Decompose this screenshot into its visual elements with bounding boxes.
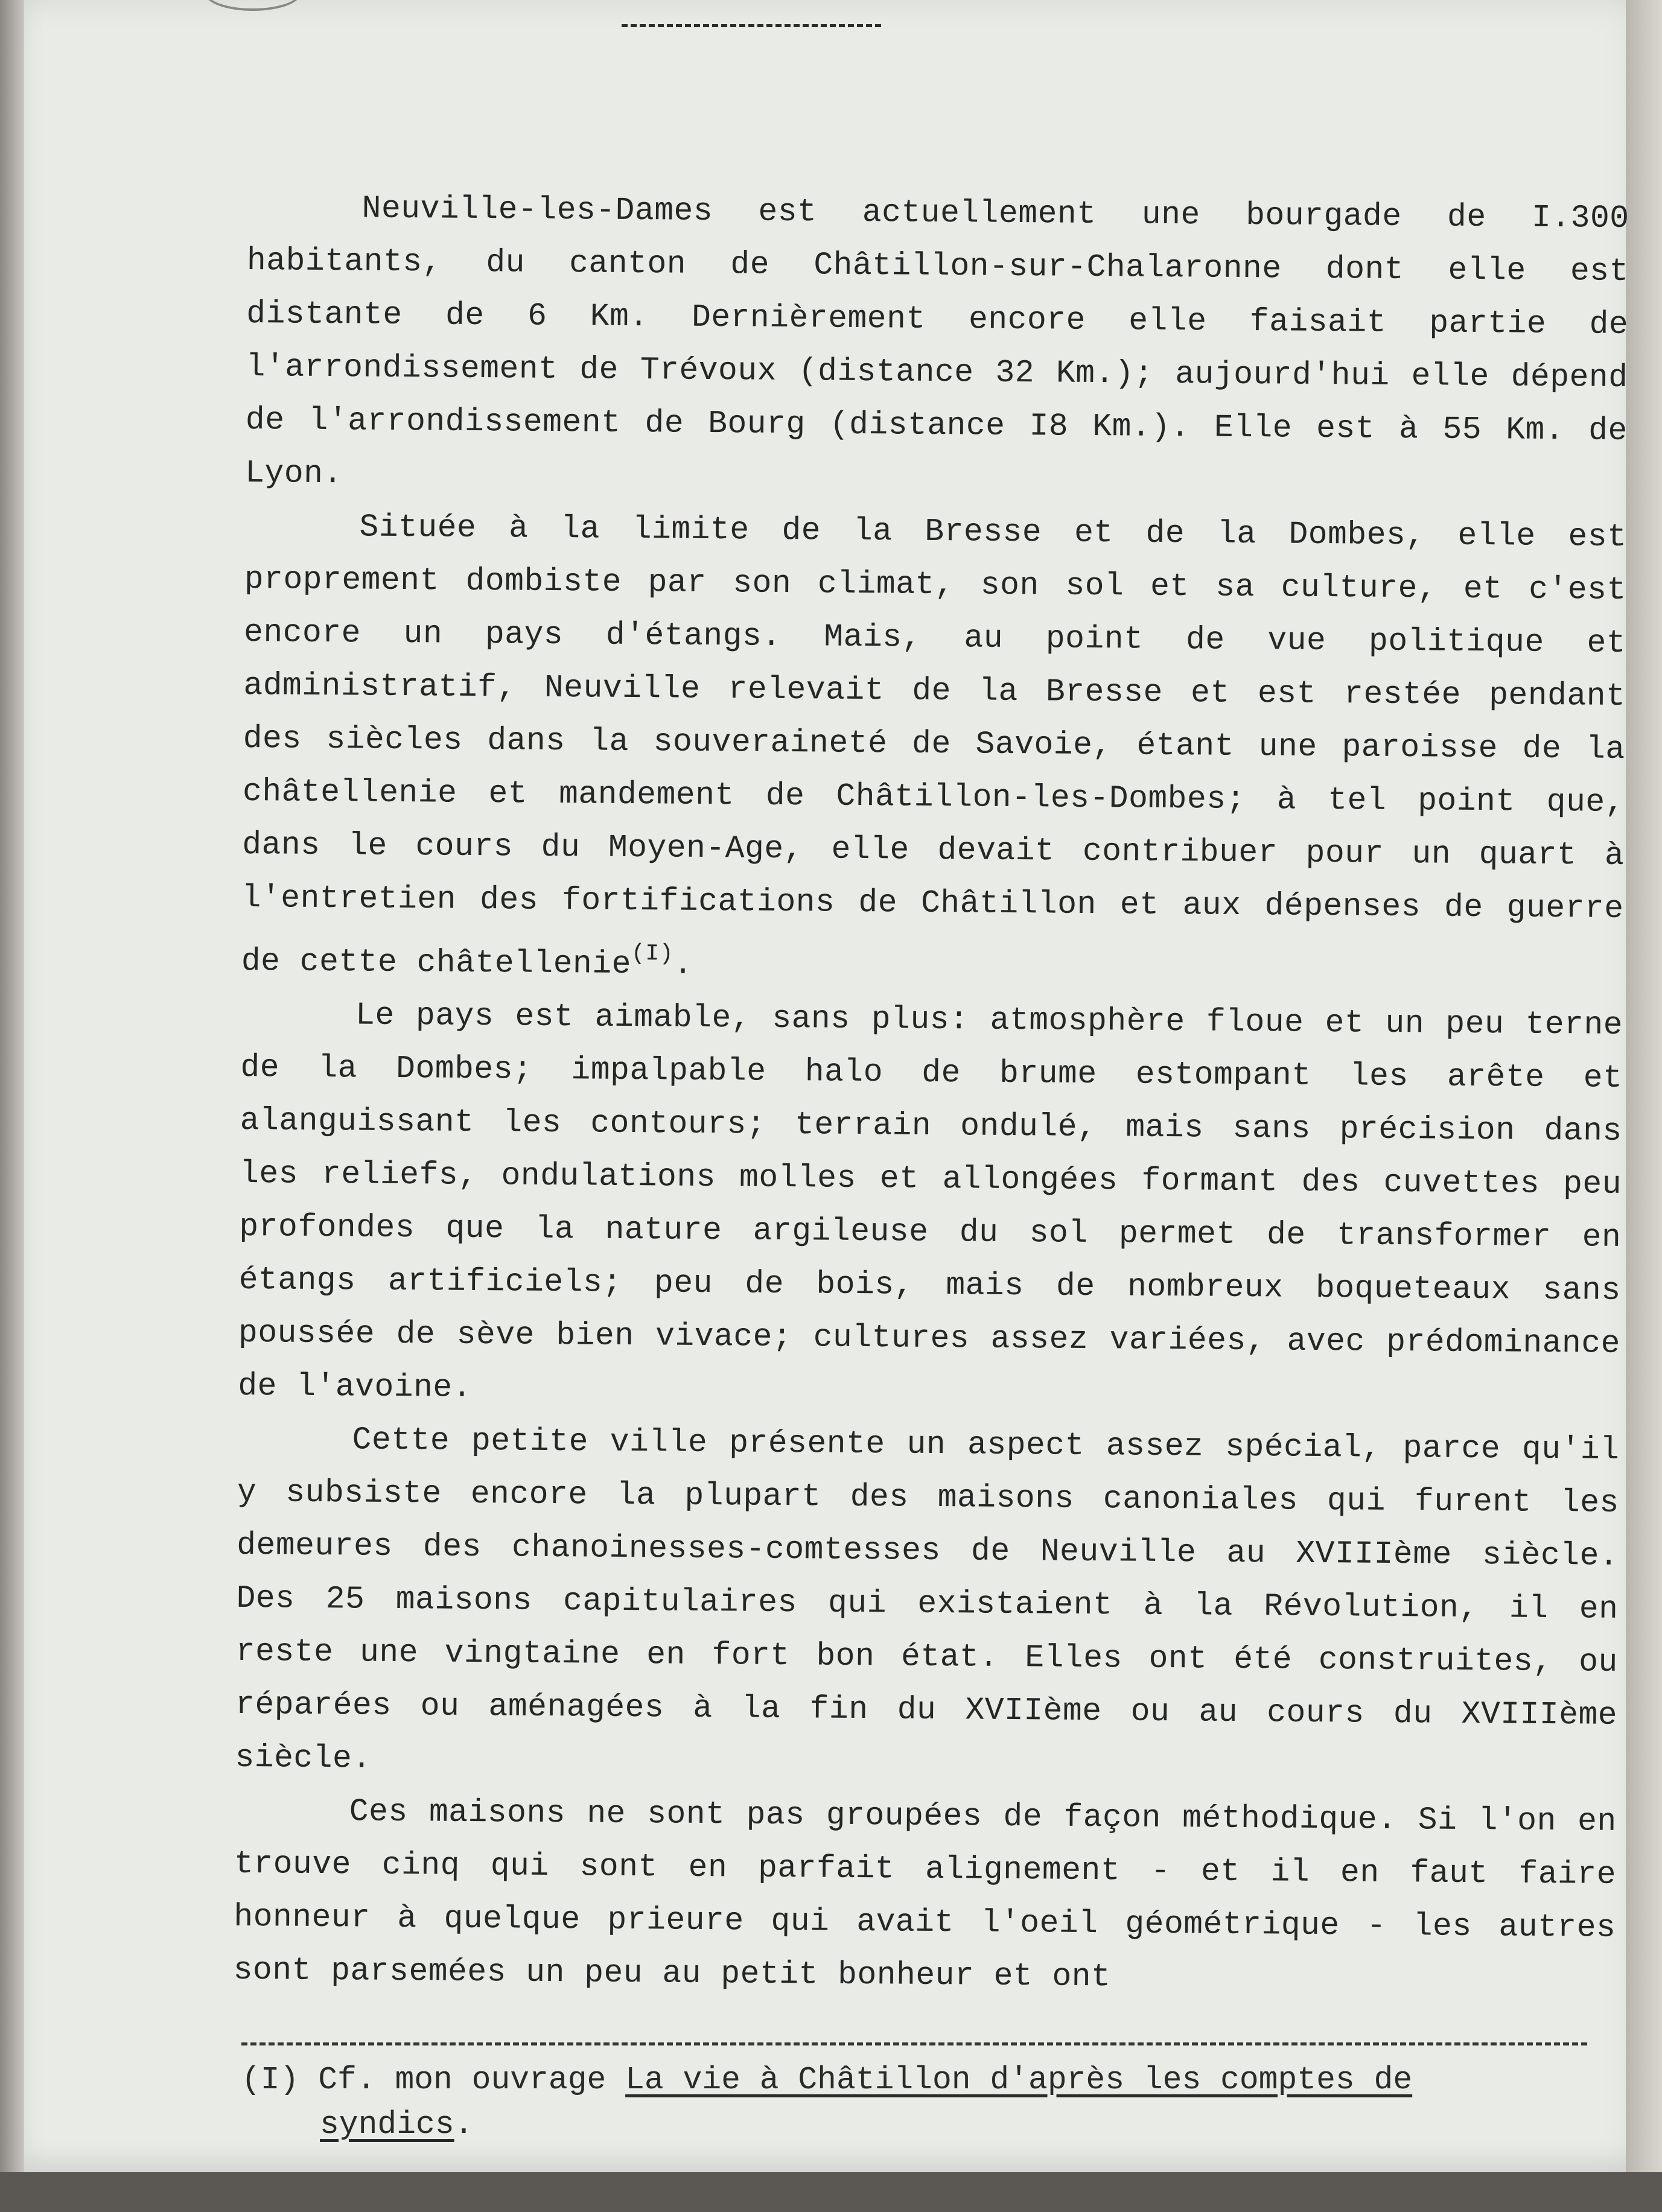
- paragraph-3: Le pays est aimable, sans plus: atmosphère floue et un peu terne de la Dombes; impalpable halo de brume estompant les arête et alanguissant les contours; terrain ondulé, mais sans précision dans les reliefs, ondulations molles et allongées formant des cuvettes peu profondes que la nature argileuse du sol permet de transformer en étangs artificiels; peu de bois, mais de nombreux boqueteaux sans poussée de sève bien vivace; cultures assez variées, avec prédominance de l'avoine.: [238, 997, 1623, 1406]
- footnote-reference: (I): [631, 941, 674, 967]
- page-left-edge: [0, 0, 24, 2212]
- page-right-edge: [1626, 0, 1662, 2212]
- paragraph-2: [241, 500, 1626, 999]
- body-text: [233, 181, 1629, 2007]
- footnote-marker: (I) Cf. mon ouvrage: [241, 2062, 626, 2098]
- top-arc-decoration: [205, 0, 301, 11]
- footnote-title-part2: syndics: [320, 2106, 454, 2143]
- paragraph-2-end: .: [673, 946, 693, 983]
- footnote: [241, 2058, 1587, 2147]
- paragraph-2-text: Située à la limite de la Bresse et de la Dombes, elle est proprement dombiste par son climat, son sol et sa culture, et c'est encore un pays d'étangs. Mais, au point de vue politique et administratif, Neuville relevait de la Bresse et est restée pendant des siècles dans la souveraineté de Savoie, étant une paroisse de la châtellenie et mandement de Châtillon-les-Dombes; à tel point que, dans le cours du Moyen-Age, elle devait contribuer pour un quart à l'entretien des fortifications de Châtillon et aux dépenses de guerre de cette châtellenie: [241, 509, 1627, 983]
- footnote-separator: [241, 2042, 1587, 2045]
- paragraph-5: Ces maisons ne sont pas groupées de façon méthodique. Si l'on en trouve cinq qui sont en parfait alignement - et il en faut faire honneur à quelque prieure qui avait l'oeil géométrique - les autres sont parsemées un peu au petit bonheur et ont: [233, 1793, 1617, 1995]
- top-dashed-rule: [622, 0, 881, 27]
- page-bottom-edge: [0, 2172, 1662, 2212]
- footnote-end: .: [454, 2106, 474, 2143]
- footnote-title-part1: La vie à Châtillon d'après les comptes de: [625, 2062, 1413, 2098]
- paragraph-4: Cette petite ville présente un aspect assez spécial, parce qu'il y subsiste encore la plupart des maisons canoniales qui furent les demeures des chanoinesses-comtesses de Neuville au XVIIIème siècle. Des 25 maisons capitulaires qui existaient à la Révolution, il en reste une vingtaine en fort bon état. Elles ont été construites, ou réparées ou aménagées à la fin du XVIIème ou au cours du XVIIIème siècle.: [235, 1422, 1620, 1777]
- paragraph-1: Neuville-les-Dames est actuellement une bourgade de I.300 habitants, du canton de Châtillon-sur-Chalaronne dont elle est distante de 6 Km. Dernièrement encore elle faisait partie de l'arrondissement de Trévoux (distance 32 Km.); aujourd'hui elle dépend de l'arrondissement de Bourg (distance I8 Km.). Elle est à 55 Km. de Lyon.: [244, 190, 1629, 492]
